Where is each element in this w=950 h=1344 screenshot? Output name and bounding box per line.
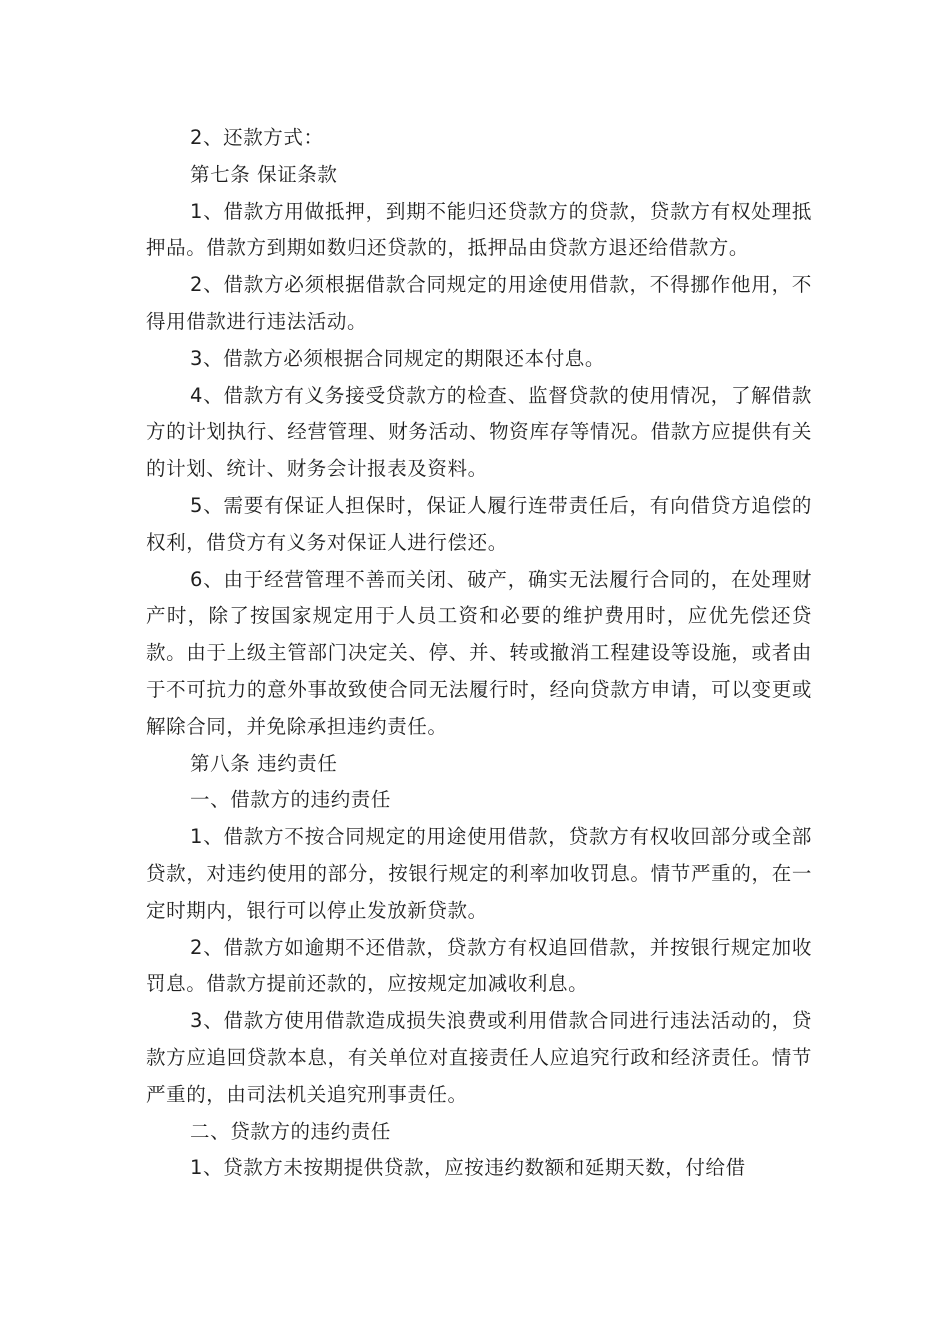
borrower-liability-clause-3: 3、借款方使用借款造成损失浪费或利用借款合同进行违法活动的，贷款方应追回贷款本息，有关单位对直接责任人应追究行政和经济责任。情节严重的，由司法机关追究刑事责任。 [146,1009,812,1106]
article-7-heading: 第七条 保证条款 [190,162,338,186]
article-8-heading: 第八条 违约责任 [190,751,338,775]
article-7-clause-3: 3、借款方必须根据合同规定的期限还本付息。 [190,346,606,370]
borrower-liability-heading: 一、借款方的违约责任 [190,788,392,812]
borrower-liability-clause-2: 2、借款方如逾期不还借款，贷款方有权追回借款，并按银行规定加收罚息。借款方提前还款的，应按规定加减收利息。 [146,935,812,996]
lender-liability-heading: 二、贷款方的违约责任 [190,1119,392,1143]
article-7-clause-4: 4、借款方有义务接受贷款方的检查、监督贷款的使用情况，了解借款方的计划执行、经营管理、财务活动、物资库存等情况。借款方应提供有关的计划、统计、财务会计报表及资料。 [146,383,812,481]
article-7-clause-6: 6、由于经营管理不善而关闭、破产，确实无法履行合同的，在处理财产时，除了按国家规定用于人员工资和必要的维护费用时，应优先偿还贷款。由于上级主管部门决定关、停、并、转或撤消工程建设等设施，或者由于不可抗力的意外事故致使合同无法履行时，经向贷款方申请，可以变更或解除合同，并免除承担违约责任。 [146,567,812,738]
repayment-method-item: 2、还款方式： [190,126,324,149]
lender-liability-clause-1: 1、贷款方未按期提供贷款，应按违约数额和延期天数，付给借 [190,1156,746,1180]
article-7-clause-1: 1、借款方用做抵押，到期不能归还贷款方的贷款，贷款方有权处理抵押品。借款方到期如数归还贷款的，抵押品由贷款方退还给借款方。 [146,199,812,260]
borrower-liability-clause-1: 1、借款方不按合同规定的用途使用借款，贷款方有权收回部分或全部贷款，对违约使用的部分，按银行规定的利率加收罚息。情节严重的，在一定时期内，银行可以停止发放新贷款。 [146,825,812,922]
document-body [146,120,812,1187]
article-7-clause-5: 5、需要有保证人担保时，保证人履行连带责任后，有向借贷方追偿的权利，借贷方有义务对保证人进行偿还。 [146,493,812,554]
article-7-clause-2: 2、借款方必须根据借款合同规定的用途使用借款，不得挪作他用，不得用借款进行违法活动。 [146,273,812,333]
